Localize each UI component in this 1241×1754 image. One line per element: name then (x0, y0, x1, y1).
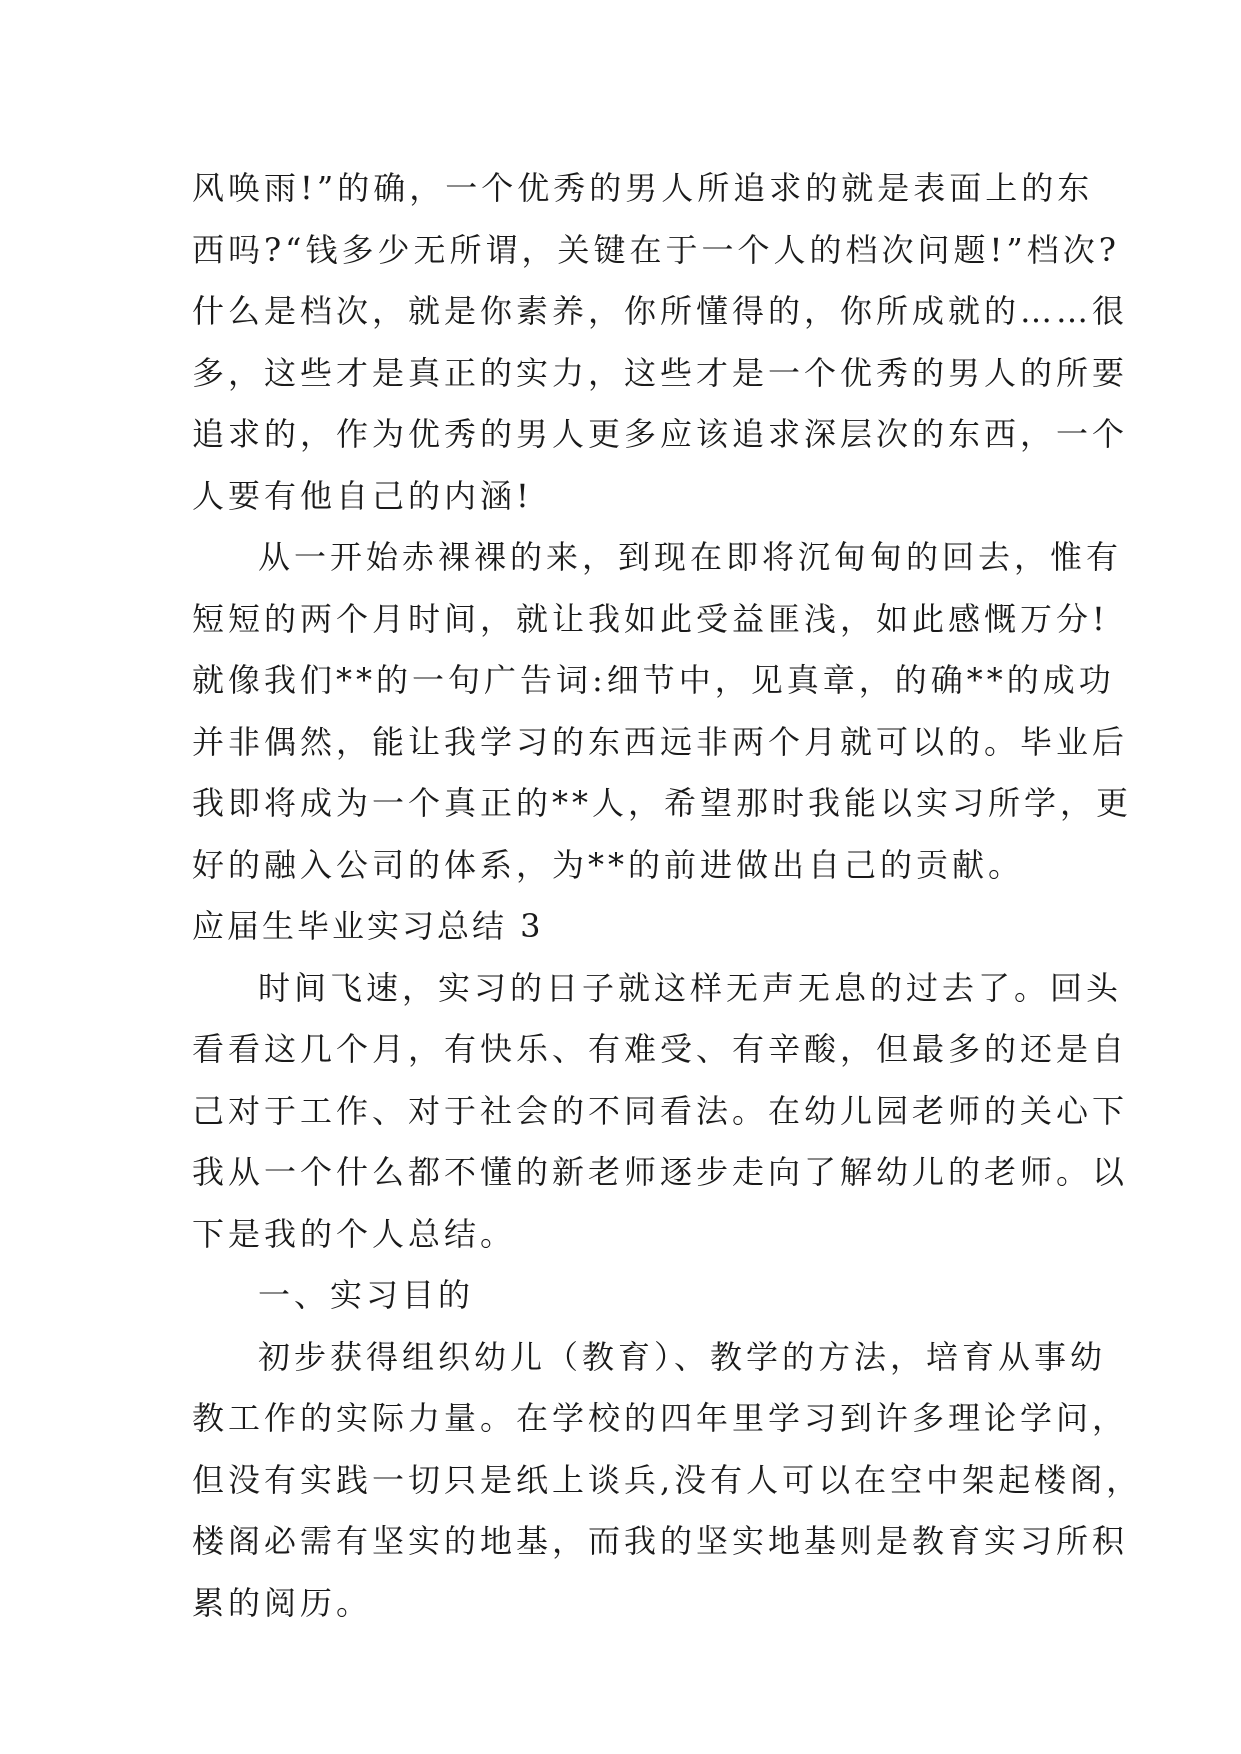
paragraph-line: 什么是档次，就是你素养，你所懂得的，你所成就的……很 (192, 292, 1129, 330)
paragraph-line: 西吗?“钱多少无所谓，关键在于一个人的档次问题!”档次? (192, 230, 1120, 269)
paragraph-line: 教工作的实际力量。在学校的四年里学习到许多理论学问， (192, 1399, 1129, 1437)
paragraph-line: 下是我的个人总结。 (192, 1214, 517, 1253)
paragraph-line: 我即将成为一个真正的**人，希望那时我能以实习所学，更 (192, 784, 1133, 822)
paragraph-line: 并非偶然，能让我学习的东西远非两个月就可以的。毕业后 (192, 722, 1129, 761)
paragraph-line: 但没有实践一切只是纸上谈兵,没有人可以在空中架起楼阁， (192, 1460, 1143, 1499)
paragraph-line: 己对于工作、对于社会的不同看法。在幼儿园老师的关心下 (192, 1091, 1129, 1130)
paragraph-line: 短短的两个月时间，就让我如此受益匪浅，如此感慨万分! (192, 599, 1109, 638)
paragraph-line: 看看这几个月，有快乐、有难受、有辛酸，但最多的还是自 (192, 1030, 1129, 1068)
paragraph-line: 风唤雨!”的确，一个优秀的男人所追求的就是表面上的东 (192, 169, 1094, 207)
paragraph-line: 累的阅历。 (192, 1583, 373, 1622)
paragraph-line: 好的融入公司的体系，为**的前进做出自己的贡献。 (192, 845, 1025, 884)
paragraph-line: 就像我们**的一句广告词:细节中，见真章，的确**的成功 (192, 661, 1115, 699)
paragraph-line: 时间飞速，实习的日子就这样无声无息的过去了。回头 (258, 968, 1123, 1007)
paragraph-line: 我从一个什么都不懂的新老师逐步走向了解幼儿的老师。以 (192, 1153, 1129, 1191)
section-heading: 应届生毕业实习总结 3 (192, 907, 544, 945)
paragraph-line: 人要有他自己的内涵! (192, 476, 533, 515)
subsection-heading: 一、实习目的 (258, 1276, 475, 1314)
paragraph-line: 多，这些才是真正的实力，这些才是一个优秀的男人的所要 (192, 353, 1129, 392)
paragraph-line: 从一开始赤裸裸的来，到现在即将沉甸甸的回去，惟有 (258, 538, 1123, 576)
paragraph-line: 追求的，作为优秀的男人更多应该追求深层次的东西，一个 (192, 415, 1129, 453)
paragraph-line: 楼阁必需有坚实的地基，而我的坚实地基则是教育实习所积 (192, 1522, 1129, 1560)
paragraph-line: 初步获得组织幼儿（教育）、教学的方法，培育从事幼 (258, 1337, 1107, 1376)
document-body (192, 158, 1143, 1634)
